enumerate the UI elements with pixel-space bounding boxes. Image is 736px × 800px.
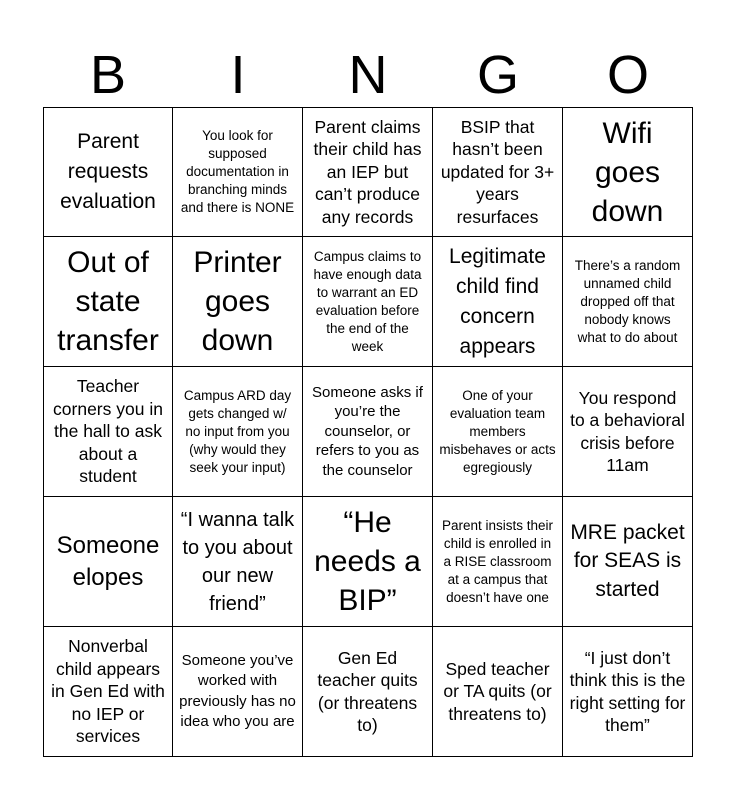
cell-text: Someone asks if you’re the counselor, or refers to you as the counselor — [312, 383, 423, 479]
bingo-cell-r4c5[interactable] — [563, 497, 693, 627]
bingo-cell-r5c1[interactable] — [43, 627, 173, 757]
bingo-cell-r5c3[interactable] — [303, 627, 433, 757]
cell-text: MRE packet for SEAS is started — [570, 520, 685, 601]
cell-text: Gen Ed teacher quits (or threatens to) — [317, 647, 418, 735]
cell-text: Nonverbal child appears in Gen Ed with no IEP or services — [51, 636, 165, 747]
bingo-cell-r5c2[interactable] — [173, 627, 303, 757]
cell-text: Wifi goes down — [591, 116, 664, 228]
cell-text: One of your evaluation team members misbehaves or acts egregiously — [439, 387, 556, 475]
bingo-cell-r5c4[interactable] — [433, 627, 563, 757]
bingo-cell-r2c2[interactable] — [173, 237, 303, 367]
title-letter-b: B — [89, 45, 127, 105]
cell-text: Out of state transfer — [57, 246, 159, 357]
cell-text: Someone elopes — [56, 531, 160, 591]
bingo-cell-r4c1[interactable] — [43, 497, 173, 627]
bingo-cell-r3c3[interactable] — [303, 367, 433, 497]
bingo-grid — [43, 107, 693, 757]
cell-text: You look for supposed documentation in branching minds and there is NONE — [180, 128, 295, 215]
title-letter-o: O — [606, 45, 649, 105]
cell-text: Teacher corners you in the hall to ask about a student — [53, 376, 163, 487]
bingo-cell-r3c2[interactable] — [173, 367, 303, 497]
bingo-cell-r1c5[interactable] — [563, 107, 693, 237]
bingo-title — [43, 44, 693, 106]
bingo-cell-r2c4[interactable] — [433, 237, 563, 367]
title-letter-g: G — [476, 45, 519, 105]
bingo-cell-r2c5[interactable] — [563, 237, 693, 367]
bingo-cell-r4c3[interactable] — [303, 497, 433, 627]
bingo-cell-r1c2[interactable] — [173, 107, 303, 237]
cell-text: “I wanna talk to you about our new friend” — [180, 508, 295, 615]
cell-text: Printer goes down — [193, 246, 282, 357]
title-letter-n: N — [348, 45, 388, 105]
cell-text: “He needs a BIP” — [314, 506, 421, 617]
bingo-cell-r1c3[interactable] — [303, 107, 433, 237]
cell-text: Parent claims their child has an IEP but can’t produce any records — [313, 116, 422, 227]
bingo-cell-r2c1[interactable] — [43, 237, 173, 367]
cell-text: Parent insists their child is enrolled in a RISE classroom at a campus that doesn’t have one — [441, 517, 554, 605]
bingo-cell-r3c5[interactable] — [563, 367, 693, 497]
bingo-cell-r4c4[interactable] — [433, 497, 563, 627]
cell-text: Legitimate child find concern appears — [449, 244, 546, 358]
title-letter-i: I — [230, 45, 246, 105]
bingo-cell-r3c1[interactable] — [43, 367, 173, 497]
cell-text: Parent requests evaluation — [60, 130, 156, 213]
cell-text: Campus ARD day gets changed w/ no input from you (why would they seek your input) — [183, 387, 292, 475]
bingo-cell-r5c5[interactable] — [563, 627, 693, 757]
cell-text: You respond to a behavioral crisis before 11am — [570, 387, 685, 475]
bingo-cell-r3c4[interactable] — [433, 367, 563, 497]
bingo-cell-r4c2[interactable] — [173, 497, 303, 627]
cell-text: There’s a random unnamed child dropped off that nobody knows what to do about — [574, 257, 681, 345]
cell-text: Someone you’ve worked with previously has no idea who you are — [179, 651, 296, 730]
cell-text: Campus claims to have enough data to warrant an ED evaluation before the end of the week — [313, 248, 422, 354]
cell-text: BSIP that hasn’t been updated for 3+ years resurfaces — [440, 116, 555, 227]
bingo-cell-r2c3[interactable] — [303, 237, 433, 367]
bingo-cell-r1c1[interactable] — [43, 107, 173, 237]
bingo-cell-r1c4[interactable] — [433, 107, 563, 237]
cell-text: Sped teacher or TA quits (or threatens to) — [443, 658, 552, 724]
cell-text: “I just don’t think this is the right setting for them” — [569, 647, 686, 735]
